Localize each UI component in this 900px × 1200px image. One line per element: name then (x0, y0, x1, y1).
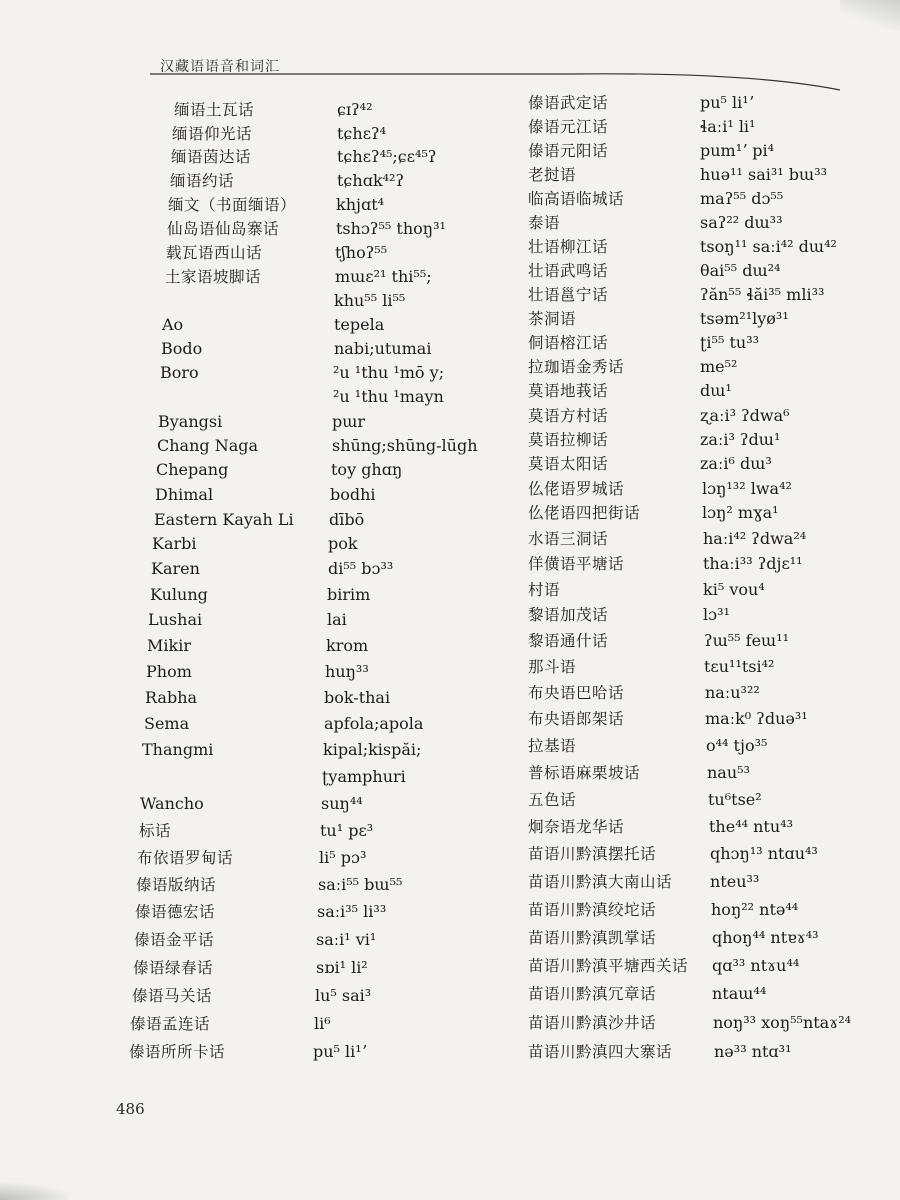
language-name: 布央语郎架话 (528, 710, 625, 728)
language-name: 缅语约话 (170, 172, 235, 190)
word-form: toy ghɑŋ (331, 460, 403, 479)
word-form: lɔŋ² mɣa¹ (702, 503, 779, 522)
language-name: Byangsi (158, 412, 223, 431)
word-form: qhɔŋ¹³ ntɑu⁴³ (710, 844, 818, 863)
word-form: shūng;shūng-lūgh (332, 436, 478, 455)
word-form: dībō (329, 510, 365, 529)
word-form: ²u ¹thu ¹mayn (333, 387, 444, 406)
language-name: 苗语川黔滇凯掌话 (528, 929, 657, 947)
language-name: Wancho (140, 794, 204, 813)
language-name: 傣语德宏话 (135, 903, 216, 921)
word-form: tʃhoʔ⁵⁵ (335, 243, 388, 262)
language-name: 那斗语 (528, 658, 577, 676)
language-name: 老挝语 (528, 166, 577, 184)
running-header-title: 汉藏语语音和词汇 (160, 59, 280, 75)
word-form: tsəm²¹lyø³¹ (700, 309, 789, 328)
language-name: 村语 (528, 581, 561, 599)
language-name: 缅语茵达话 (171, 148, 252, 166)
word-form: pok (328, 534, 358, 553)
word-form: ʔăn⁵⁵ ɬăi³⁵ mli³³ (700, 285, 825, 304)
language-name: Karen (151, 559, 200, 578)
word-form: li⁶ (314, 1014, 331, 1033)
word-form: maʔ⁵⁵ dɔ⁵⁵ (700, 189, 784, 208)
language-name: 仙岛语仙岛寨话 (167, 220, 280, 238)
language-name: Karbi (152, 534, 197, 553)
page-corner-shadow (0, 1182, 70, 1200)
word-form: saːi⁵⁵ bɯ⁵⁵ (318, 875, 403, 894)
word-form: saːi³⁵ li³³ (317, 902, 387, 921)
word-form: tepela (334, 315, 385, 334)
word-form: ʈi⁵⁵ tu³³ (700, 333, 760, 352)
language-name: 壮语柳江话 (528, 238, 609, 256)
language-name: 佯僙语平塘话 (528, 555, 625, 573)
word-form: apfola;apola (324, 714, 424, 733)
language-name: 黎语通什话 (528, 632, 609, 650)
word-form: ɬaːi¹ li¹ (700, 117, 756, 136)
word-form: tɕhɛʔ⁴⁵;ɕɛ⁴⁵ʔ (337, 147, 437, 166)
word-form: kipal;kispăi; (323, 740, 422, 759)
language-name: 炯奈语龙华话 (528, 818, 625, 836)
word-form: noŋ³³ xoŋ⁵⁵ntaɤ²⁴ (713, 1013, 852, 1032)
word-form: pu⁵ li¹ʼ (700, 93, 754, 112)
word-form: bok-thai (324, 688, 391, 707)
word-form: qɑ³³ ntɤu⁴⁴ (712, 956, 800, 975)
language-name: 黎语加茂话 (528, 606, 609, 624)
language-name: Bodo (161, 339, 203, 358)
word-form: tɕhɑk⁴²ʔ (337, 171, 405, 190)
language-name: Rabha (145, 688, 198, 707)
language-name: Boro (160, 363, 199, 382)
word-form: khjɑt⁴ (336, 195, 385, 214)
language-name: 莫语方村话 (528, 407, 609, 425)
language-name: 仫佬语四把街话 (528, 504, 641, 522)
language-name: 苗语川黔滇四大寨话 (528, 1043, 673, 1061)
language-name: Chepang (156, 460, 229, 479)
word-form: saːi¹ vi¹ (316, 930, 377, 949)
word-form: nə³³ ntɑ³¹ (714, 1042, 792, 1061)
language-name: 苗语川黔滇冗章话 (528, 985, 657, 1003)
word-form: suŋ⁴⁴ (321, 794, 363, 813)
language-name: 傣语绿春话 (133, 959, 214, 977)
language-name: 莫语地莪话 (528, 382, 609, 400)
language-name: 苗语川黔滇平塘西关话 (528, 957, 689, 975)
word-form: krom (326, 636, 369, 655)
word-form: the⁴⁴ ntu⁴³ (709, 817, 793, 836)
language-name: Eastern Kayah Li (154, 510, 294, 529)
language-name: 苗语川黔滇沙井话 (528, 1014, 657, 1032)
word-form: o⁴⁴ tjo³⁵ (706, 736, 768, 755)
word-form: tɕhɛʔ⁴ (337, 124, 386, 143)
language-name: Kulung (150, 585, 208, 604)
language-name: 壮语邕宁话 (528, 286, 609, 304)
language-name: 苗语川黔滇绞坨话 (528, 901, 657, 919)
word-form: mɯɛ²¹ thi⁵⁵; (335, 267, 432, 286)
word-form: naːu³²² (705, 683, 760, 702)
word-form: dɯ¹ (700, 381, 732, 400)
language-name: 布依语罗甸话 (137, 849, 234, 867)
language-name: 傣语马关话 (132, 987, 213, 1005)
language-name: 苗语川黔滇摆托话 (528, 845, 657, 863)
word-form: qhoŋ⁴⁴ ntɐɤ⁴³ (712, 928, 819, 947)
language-name: 苗语川黔滇大南山话 (528, 873, 673, 891)
word-form: zaːi³ ʔdɯ¹ (700, 430, 781, 449)
language-name: 五色话 (528, 791, 577, 809)
word-form: zaːi⁶ dɯ³ (700, 454, 772, 473)
word-form: ʈyamphuri (322, 767, 406, 786)
language-name: 莫语太阳话 (528, 455, 609, 473)
word-form: huə¹¹ sai³¹ bɯ³³ (700, 165, 828, 184)
word-form: lɔ³¹ (703, 605, 730, 624)
page-number: 486 (116, 1100, 145, 1118)
language-name: 水语三洞话 (528, 530, 609, 548)
word-form: tshɔʔ⁵⁵ thoŋ³¹ (336, 219, 446, 238)
language-name: Thangmi (142, 740, 214, 759)
language-name: 傣语元阳话 (528, 142, 609, 160)
language-name: 壮语武鸣话 (528, 262, 609, 280)
language-name: 缅语仰光话 (172, 125, 253, 143)
word-form: lɔŋ¹³² lwa⁴² (702, 479, 792, 498)
word-form: sɒi¹ li² (316, 958, 368, 977)
language-name: 侗语榕江话 (528, 334, 609, 352)
language-name: Mikir (147, 636, 191, 655)
language-name: 临高语临城话 (528, 190, 625, 208)
page-corner-fold (840, 0, 900, 30)
language-name: 仫佬语罗城话 (528, 480, 625, 498)
word-form: tu¹ pɛ³ (320, 821, 374, 840)
word-form: tsoŋ¹¹ saːi⁴² dɯ⁴² (700, 237, 837, 256)
word-form: tu⁶tse² (708, 790, 762, 809)
word-form: ntaɯ⁴⁴ (712, 984, 767, 1003)
language-name: 土家语坡脚话 (165, 268, 262, 286)
language-name: 普标语麻栗坡话 (528, 764, 641, 782)
language-name: 布央语巴哈话 (528, 684, 625, 702)
language-name: 泰语 (528, 214, 561, 232)
language-name: Phom (146, 662, 192, 681)
word-form: ʐaːi³ ʔdwa⁶ (700, 406, 790, 425)
language-name: 傣语金平话 (134, 931, 215, 949)
language-name: 拉基语 (528, 737, 577, 755)
word-form: ɕɪʔ⁴² (337, 100, 373, 119)
word-form: thaːi³³ ʔdjɛ¹¹ (703, 554, 803, 573)
word-form: θai⁵⁵ dɯ²⁴ (700, 261, 781, 280)
word-form: pɯr (332, 412, 366, 431)
language-name: 茶洞语 (528, 310, 577, 328)
word-form: hoŋ²² ntə⁴⁴ (711, 900, 799, 919)
language-name: Ao (162, 315, 184, 334)
language-name: 傣语元江话 (528, 118, 609, 136)
word-form: maːk⁰ ʔduə³¹ (705, 709, 808, 728)
language-name: 缅语土瓦话 (174, 101, 255, 119)
word-form: me⁵² (700, 357, 738, 376)
language-name: 载瓦语西山话 (166, 244, 263, 262)
word-form: haːi⁴² ʔdwa²⁴ (703, 529, 807, 548)
word-form: pum¹ʼ pi⁴ (700, 141, 775, 160)
word-form: pu⁵ li¹ʼ (313, 1042, 367, 1061)
word-form: tɛu¹¹tsi⁴² (704, 657, 775, 676)
word-form: nabi;utumai (334, 339, 432, 358)
word-form: nau⁵³ (707, 763, 750, 782)
language-name: 傣语武定话 (528, 94, 609, 112)
language-name: 缅文（书面缅语） (168, 196, 297, 214)
word-form: ki⁵ vou⁴ (703, 580, 765, 599)
language-name: 莫语拉柳话 (528, 431, 609, 449)
word-form: lu⁵ sai³ (315, 986, 372, 1005)
language-name: 傣语所所卡话 (129, 1043, 226, 1061)
language-name: 傣语版纳话 (136, 876, 217, 894)
word-form: ²u ¹thu ¹mō y; (333, 363, 445, 382)
language-name: 拉珈语金秀话 (528, 358, 625, 376)
word-form: khu⁵⁵ li⁵⁵ (334, 291, 406, 310)
word-form: bodhi (330, 485, 376, 504)
word-form: lai (327, 610, 347, 629)
word-form: huŋ³³ (325, 662, 369, 681)
language-name: Chang Naga (157, 436, 259, 455)
language-name: Dhimal (155, 485, 214, 504)
word-form: li⁵ pɔ³ (319, 848, 367, 867)
word-form: saʔ²² dɯ³³ (700, 213, 783, 232)
language-name: 傣语孟连话 (130, 1015, 211, 1033)
word-form: birim (327, 585, 371, 604)
language-name: Sema (144, 714, 190, 733)
language-name: Lushai (148, 610, 203, 629)
word-form: ʔɯ⁵⁵ feɯ¹¹ (704, 631, 790, 650)
word-form: nteu³³ (710, 872, 760, 891)
word-form: di⁵⁵ bɔ³³ (328, 559, 394, 578)
language-name: 标话 (139, 822, 172, 840)
